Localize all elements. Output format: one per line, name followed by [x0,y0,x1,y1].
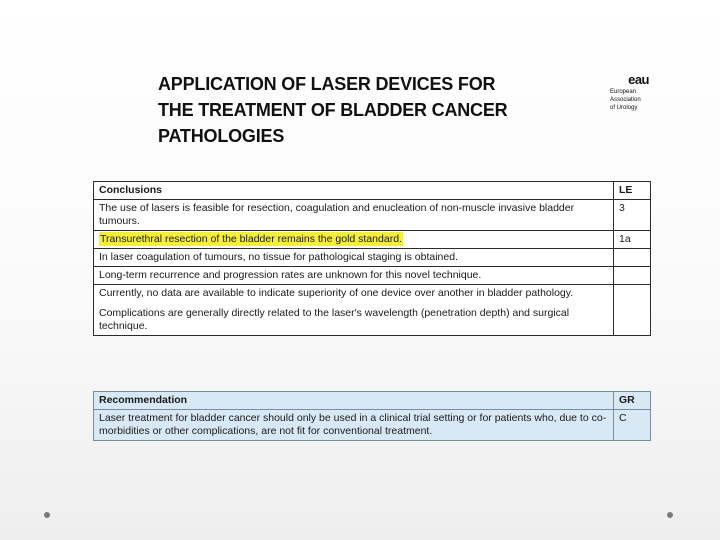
title-line: THE TREATMENT OF BLADDER CANCER [158,100,508,120]
table-row [94,249,651,267]
table-header-row [94,182,651,200]
eau-logo [610,72,652,112]
recommendation-header: Recommendation [94,392,614,410]
logo-line: Association [610,97,641,103]
recommendation-table [93,391,651,441]
level-of-evidence [614,249,651,267]
table-row [94,231,651,249]
grade-header: GR [614,392,651,410]
title-line: APPLICATION OF LASER DEVICES FOR [158,74,496,94]
level-of-evidence [614,302,651,336]
conclusion-text-highlighted [94,231,614,249]
level-of-evidence [614,285,651,303]
conclusion-text: The use of lasers is feasible for resection, coagulation and enucleation of non-muscle invasive bladder tumours. [94,200,614,231]
conclusion-text: Currently, no data are available to indicate superiority of one device over another in bladder pathology. [94,285,614,303]
recommendation-text: Laser treatment for bladder cancer should only be used in a clinical trial setting or for patients who, due to co-morbidities or other complications, are not fit for conventional treatment. [94,410,614,441]
logo-line: European [610,89,637,95]
table-row [94,410,651,441]
slide-nav-dot-left[interactable] [44,512,50,518]
table-row [94,200,651,231]
level-of-evidence [614,267,651,285]
highlight-mark: Transurethral resection of the bladder remains the gold standard. [100,233,402,245]
logo-mark: eau [628,72,649,87]
level-of-evidence-header: LE [614,182,651,200]
conclusion-text: Long-term recurrence and progression rates are unknown for this novel technique. [94,267,614,285]
conclusions-header: Conclusions [94,182,614,200]
logo-text [610,88,652,112]
level-of-evidence: 1a [614,231,651,249]
title-line: PATHOLOGIES [158,126,285,146]
level-of-evidence: 3 [614,200,651,231]
table-row [94,302,651,336]
logo-line: of Urology [610,105,638,111]
table-row [94,285,651,303]
conclusions-table [93,181,651,336]
table-header-row [94,392,651,410]
table-row [94,267,651,285]
conclusion-text: Complications are generally directly related to the laser's wavelength (penetration depth) and surgical technique. [94,302,614,336]
page-title [158,71,548,149]
conclusion-text: In laser coagulation of tumours, no tissue for pathological staging is obtained. [94,249,614,267]
grade-of-recommendation: C [614,410,651,441]
slide-nav-dot-right[interactable] [667,512,673,518]
